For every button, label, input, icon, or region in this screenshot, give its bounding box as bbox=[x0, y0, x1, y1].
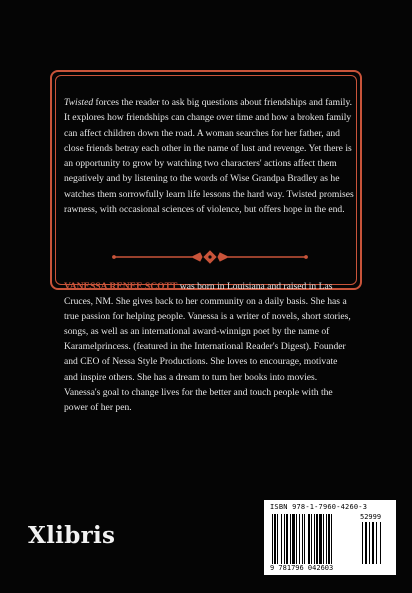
synopsis-text bbox=[64, 95, 354, 217]
author-bio-body: was born in Louisiana and raised in Las Cruces, NM. She gives back to her community on a daily basis. She has a true passion for helping people. Vanessa is a writer of novels, short stories, songs, as well as an international award-winnign poet by the name of Karamelprincess. (featured in the International Reader's Digest). Founder and CEO of Nessa Style Productions. She loves to encourage, motivate and inspire others. She has a dream to turn her books into movies. Vanessa's goal to change lives for the better and touch people with the power of her pen. bbox=[64, 281, 351, 413]
barcode-digits: 9 781796 042603 bbox=[270, 564, 334, 572]
barcode-bar bbox=[369, 522, 370, 564]
price-code: 52999 bbox=[360, 513, 382, 521]
barcode-bar bbox=[272, 514, 273, 564]
barcode-bar bbox=[331, 514, 332, 564]
barcode bbox=[264, 500, 396, 575]
barcode-bar bbox=[292, 514, 295, 564]
barcode-bar bbox=[326, 514, 327, 564]
barcode-bar bbox=[323, 514, 324, 564]
barcode-bar bbox=[316, 514, 318, 564]
barcode-bar bbox=[376, 522, 377, 564]
barcode-bar bbox=[311, 514, 312, 564]
barcode-bar bbox=[319, 514, 322, 564]
author-name: VANESSA RENEE SCOTT bbox=[64, 281, 178, 292]
barcode-bar bbox=[314, 514, 315, 564]
barcode-bar bbox=[290, 514, 291, 564]
barcode-bar bbox=[328, 514, 330, 564]
barcode-bar bbox=[372, 522, 374, 564]
barcode-bar bbox=[308, 514, 310, 564]
publisher-logo: Xlibris bbox=[28, 522, 116, 549]
barcode-bar bbox=[274, 514, 276, 564]
synopsis-body: forces the reader to ask big questions about friendships and family. It explores how friendships can change over time and how a broken family can affect children down the road. A woman searches for her father, and close friends betray each other in the name of lust and revenge. Yet there is an opportunity to grow by watching two characters' actions affect them negatively and by listening to the words of Wise Grandpa Bradley as he watches them sorrowfully learn life lessons the hard way. Twisted promises rawness, with occasional sciences of violence, but offers hope in the end. bbox=[64, 97, 354, 216]
author-bio bbox=[64, 279, 352, 415]
barcode-bar bbox=[304, 514, 305, 564]
barcode-bar bbox=[284, 514, 285, 564]
barcode-bar bbox=[362, 522, 363, 564]
barcode-bar bbox=[299, 514, 300, 564]
barcode-bar bbox=[281, 514, 282, 564]
barcode-bar bbox=[296, 514, 297, 564]
isbn-label: ISBN 978-1-7960-4260-3 bbox=[270, 503, 368, 511]
book-title: Twisted bbox=[64, 97, 94, 108]
barcode-bar bbox=[365, 522, 367, 564]
barcode-bar bbox=[380, 522, 381, 564]
barcode-bar bbox=[302, 514, 303, 564]
barcode-bar bbox=[277, 514, 278, 564]
ornament-divider bbox=[110, 250, 310, 264]
barcode-bar bbox=[286, 514, 288, 564]
barcode-bars bbox=[270, 514, 390, 564]
